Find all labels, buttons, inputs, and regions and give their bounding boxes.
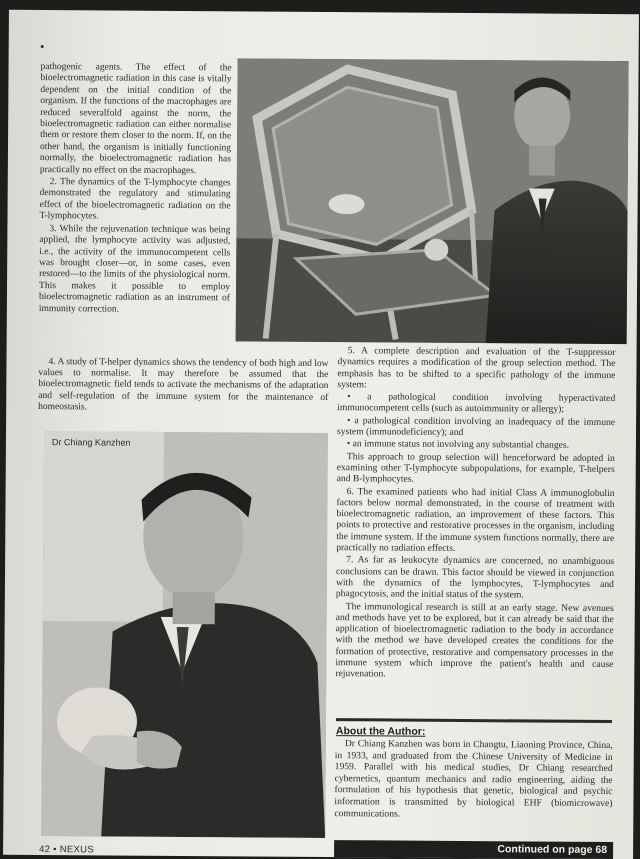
left-column-text-wide <box>38 357 328 416</box>
magazine-page <box>3 10 639 859</box>
portrait-illustration <box>41 431 328 838</box>
paragraph: 6. The examined patients who had initial Class A immunoglobulin factors below normal demonstrated, in the course of treatment with bioelectromagnetic radiation, an improvement of these factors. This points to protective and restorative processes in the organism, including the immune system. If the immune system functions normally, there are practically no radiation effects. <box>336 485 615 554</box>
paragraph: 5. A complete description and evaluation of the T-suppressor dynamics requires a modification of the group selection method. The emphasis has to be shifted to a specific pathology of the immune system: <box>337 345 616 391</box>
bullet-mark <box>41 45 44 48</box>
bullet-item: • a pathological condition involving an inadequacy of the immune system (immunodeficiency); and <box>336 414 616 439</box>
about-paragraph: Dr Chiang Kanzhen was born in Changtu, Liaoning Province, China, in 1933, and graduated from the Chinese University of Medicine in 1959. Parallel with his medical studies, Dr Chiang researched cybernetics, quantum mechanics and radio engineering, aiding the formulation of his hypothesis that genetic, biological and psychic information is transmitted by biological EHF (biomicrowave) communications. <box>334 738 613 820</box>
about-heading: About the Author: <box>335 725 426 738</box>
paragraph: 3. While the rejuvenation technique was being applied, the lymphocyte activity was adjusted, i.e., the activity of the immunocompetent cells was brought closer—or, in some cases, even restored—to the limits of the physiological norm. This makes it possible to employ bioelectromagnetic radiation as an instrument of immunity correction. <box>38 223 231 315</box>
photo-device-illustration <box>236 58 629 344</box>
paragraph: This approach to group selection will henceforward be adopted in examining other T-lymphocyte subpopulations, for example, T-helpers and B-lymphocytes. <box>336 450 615 485</box>
paragraph: The immunological research is still at an early stage. New avenues and methods have yet to be explored, but it can already be said that the application of bioelectromagnetic radiation to the body in accordance with the method we have developed creates the conditions for the formation of protective, restorative and compensatory processes in the immune system which improve the patient's health and cause rejuvenation. <box>335 600 614 680</box>
paragraph: pathogenic agents. The effect of the bioelectromagnetic radiation in this case is vitally dependent on the initial condition of the organism. If the functions of the macrophages are reduced severalfold against the norm, the bioelectromagnetic radiation can either normalise them or restore them closer to the norm. If, on the other hand, the organism is initially functioning normally, the bioelectromagnetic radiation has practically no effect on the macrophages. <box>39 62 232 176</box>
photo-portrait <box>41 431 328 838</box>
paragraph: 7. As far as leukocyte dynamics are concerned, no unambiguous conclusions can be drawn. This factor should be viewed in conjunction with the dynamics of the lymphocytes, T-lymphocytes and phagocytosis, and the initial status of the system. <box>335 554 615 601</box>
about-body <box>334 738 613 822</box>
paragraph: 2. The dynamics of the T-lymphocyte changes demonstrated the regulatory and stimulating effect of the bioelectromagnetic radiation on the T-lymphocytes. <box>39 177 231 222</box>
bullet-item: • an immune status not involving any substantial changes. <box>346 438 570 452</box>
left-column-text <box>39 62 232 317</box>
photo-caption: Dr Chiang Kanzhen <box>51 437 131 448</box>
continued-banner: Continued on page 68 <box>334 840 613 859</box>
right-column-text <box>335 345 615 683</box>
photo-man-with-device <box>236 58 629 344</box>
about-divider <box>336 718 612 723</box>
bullet-item: • a pathological condition involving hyperactivated immunocompetent cells (such as autoimmunity or allergy); <box>337 391 616 416</box>
page-footer: 42 • NEXUS <box>39 844 95 856</box>
paragraph: 4. A study of T-helper dynamics shows the tendency of both high and low values to normalise. It may therefore be assumed that the bioelectromagnetic field tends to activate the mechanisms of the adaptation and self-regulation of the immune system for the maintenance of homeostasis. <box>38 357 329 413</box>
